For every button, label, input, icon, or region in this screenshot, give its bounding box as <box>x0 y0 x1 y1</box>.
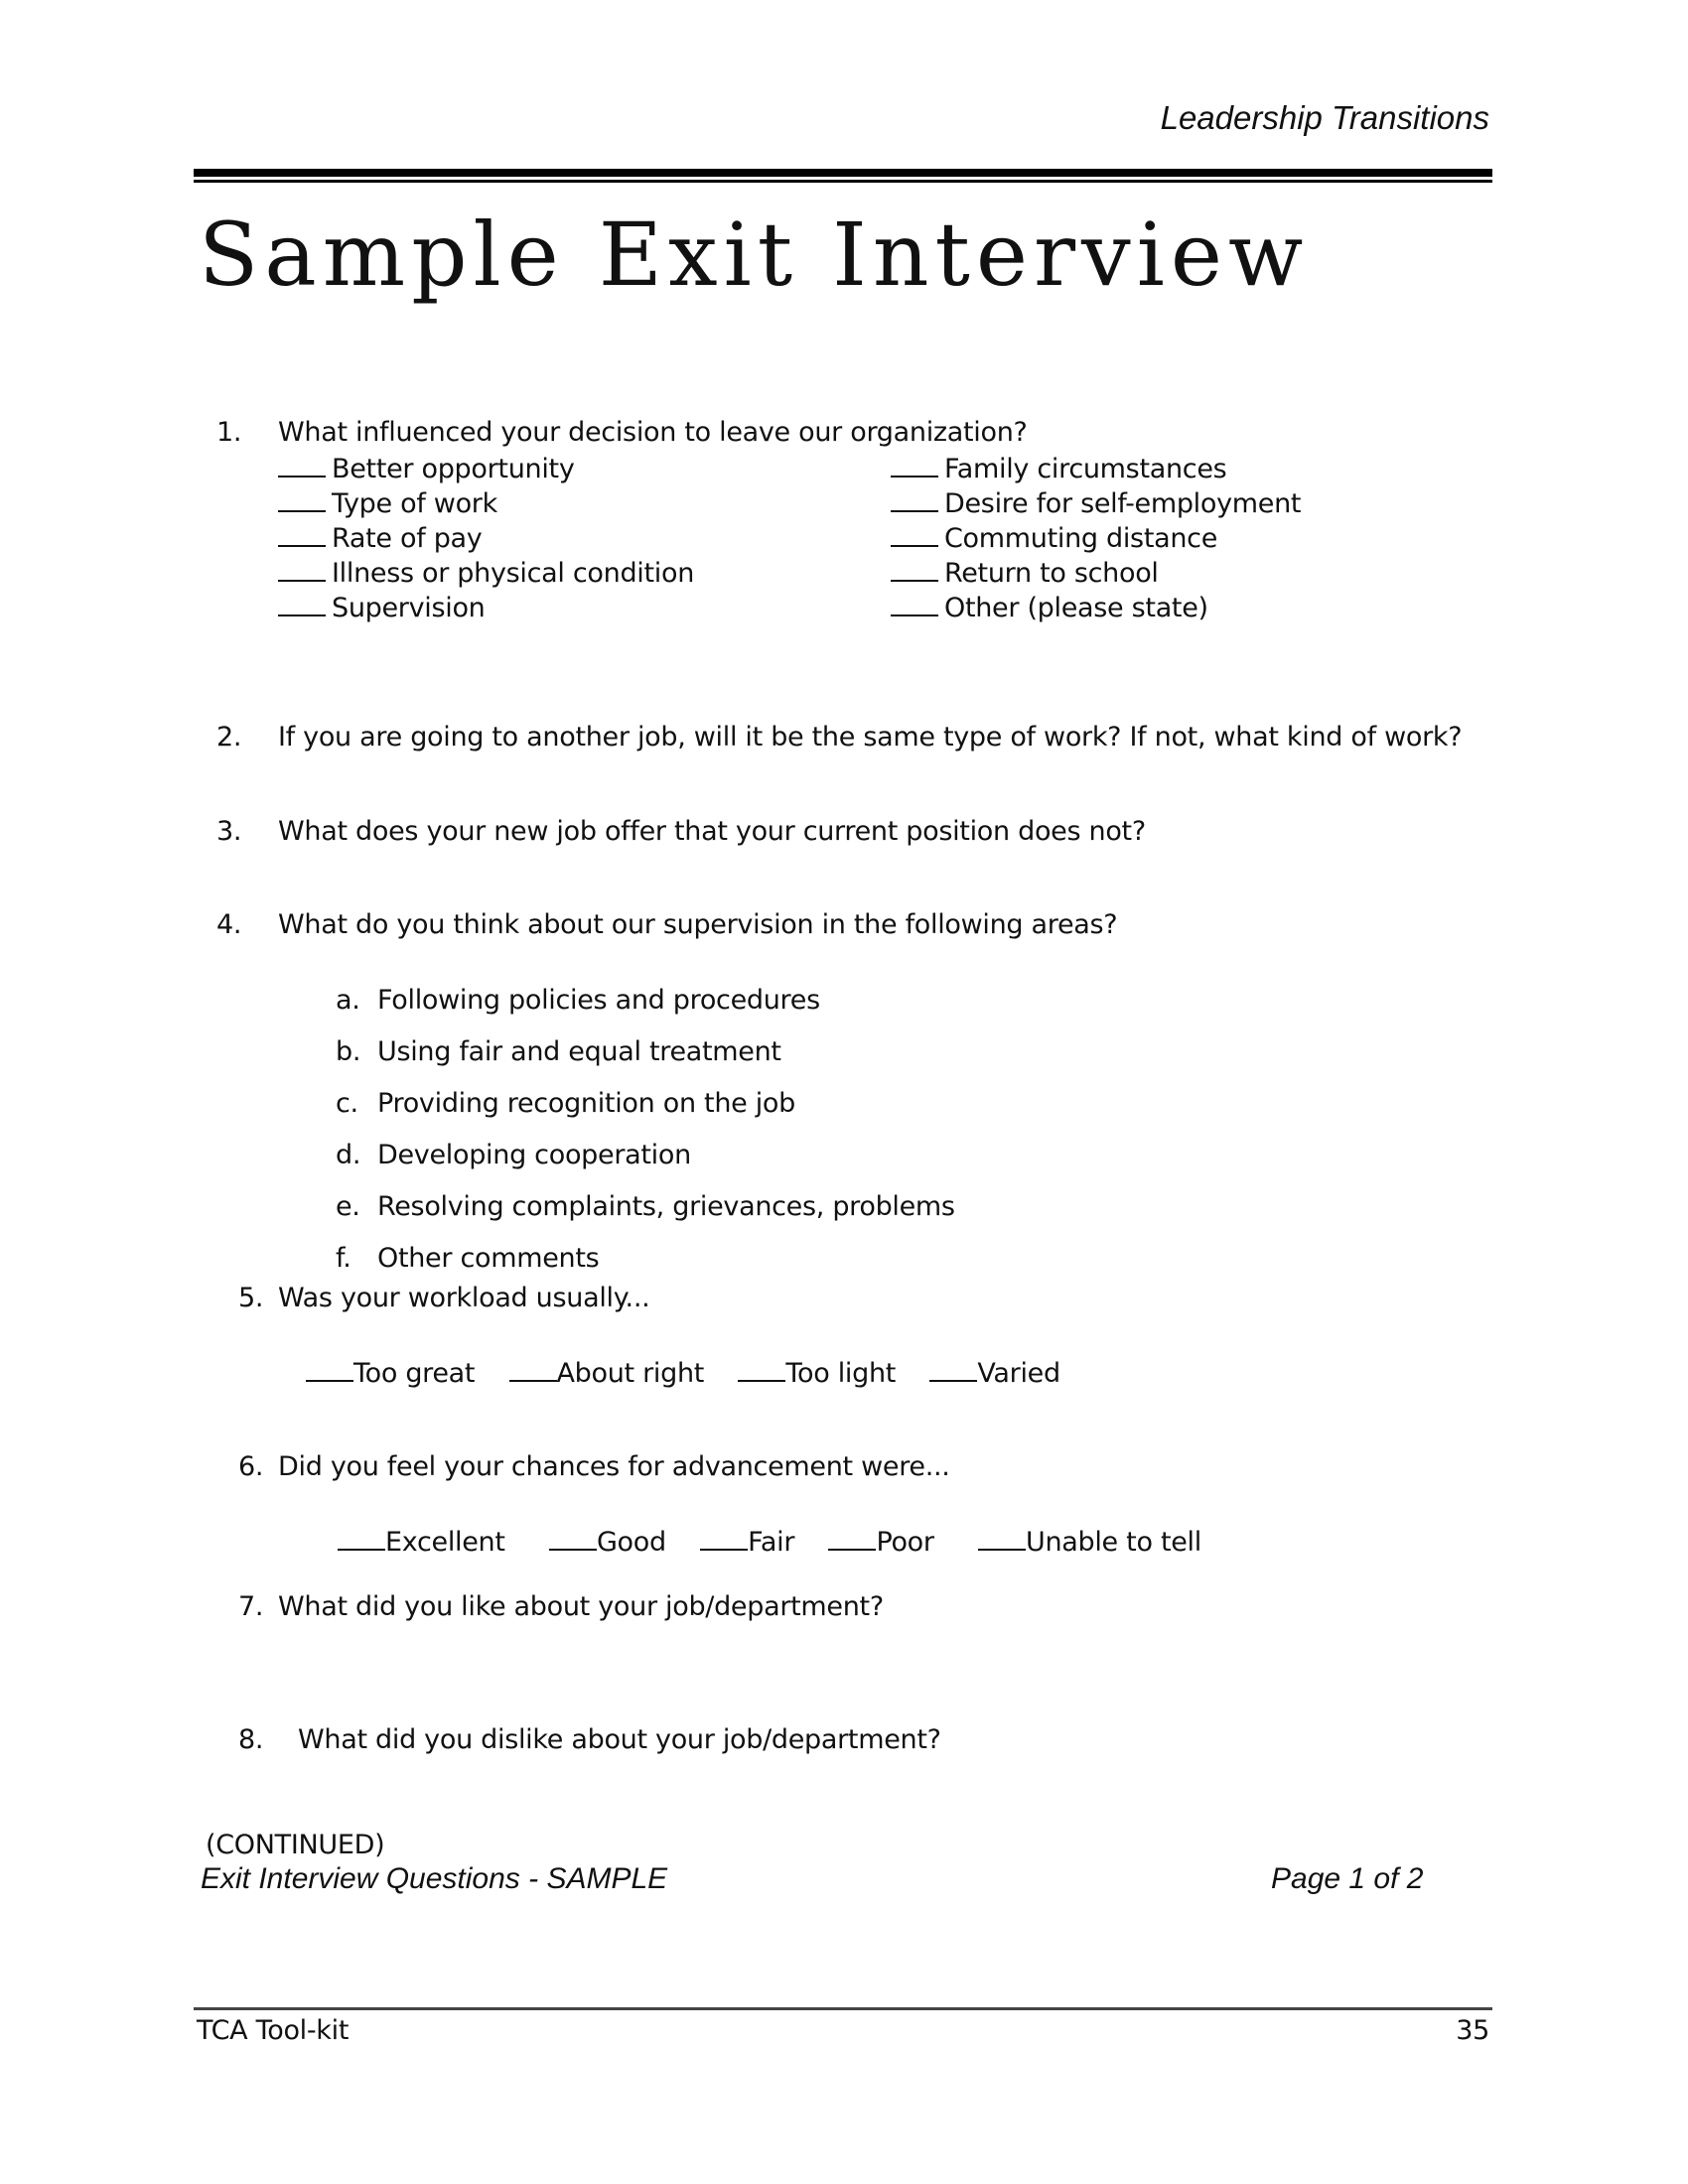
answer-blank[interactable] <box>828 1527 876 1551</box>
answer-blank[interactable] <box>929 1358 977 1382</box>
question-1-number: 1. <box>216 417 242 448</box>
option-excellent[interactable]: Excellent <box>338 1527 505 1558</box>
answer-blank[interactable] <box>978 1527 1026 1551</box>
question-4-subitems <box>336 975 955 1285</box>
continued-label: (CONTINUED) <box>206 1830 385 1860</box>
answer-blank[interactable] <box>891 523 938 547</box>
toolkit-label: TCA Tool-kit <box>197 2015 350 2046</box>
option-row[interactable]: Desire for self-employment <box>891 486 1301 521</box>
question-8-number: 8. <box>238 1724 264 1755</box>
option-row[interactable]: Supervision <box>278 591 694 625</box>
option-varied[interactable]: Varied <box>929 1358 1059 1389</box>
question-6-options <box>338 1527 1227 1558</box>
question-5-text: Was your workload usually... <box>278 1283 650 1313</box>
question-2-text: If you are going to another job, will it be the same type of work? If not, what kind of work? <box>278 722 1463 752</box>
answer-blank[interactable] <box>509 1358 557 1382</box>
answer-blank[interactable] <box>306 1358 353 1382</box>
option-about-right[interactable]: About right <box>509 1358 705 1389</box>
answer-blank[interactable] <box>738 1358 785 1382</box>
option-too-great[interactable]: Too great <box>306 1358 475 1389</box>
question-6-text: Did you feel your chances for advancement were... <box>278 1451 950 1482</box>
option-row[interactable]: Return to school <box>891 556 1301 591</box>
answer-blank[interactable] <box>891 488 938 512</box>
option-unable-to-tell[interactable]: Unable to tell <box>978 1527 1201 1558</box>
answer-blank[interactable] <box>278 488 326 512</box>
question-7-text: What did you like about your job/department? <box>278 1591 884 1622</box>
footer-rule <box>194 2007 1492 2010</box>
option-row[interactable]: Other (please state) <box>891 591 1301 625</box>
page-number: 35 <box>1456 2015 1489 2046</box>
answer-blank[interactable] <box>278 454 326 478</box>
subitem-d: d. Developing cooperation <box>336 1140 691 1170</box>
question-1-options-right <box>891 452 1301 625</box>
subitem-b: b. Using fair and equal treatment <box>336 1036 781 1067</box>
question-2-number: 2. <box>216 722 242 752</box>
question-4-number: 4. <box>216 909 242 940</box>
page-title: Sample Exit Interview <box>199 204 1310 306</box>
question-4-text: What do you think about our supervision in the following areas? <box>278 909 1118 940</box>
answer-blank[interactable] <box>891 593 938 616</box>
page-label: Page 1 of 2 <box>1271 1862 1424 1895</box>
option-too-light[interactable]: Too light <box>738 1358 896 1389</box>
subitem-f: f. Other comments <box>336 1243 600 1274</box>
header-section-title: Leadership Transitions <box>1160 99 1489 136</box>
option-good[interactable]: Good <box>549 1527 666 1558</box>
answer-blank[interactable] <box>278 593 326 616</box>
question-5-number: 5. <box>238 1283 264 1313</box>
header-rule-thick <box>194 169 1492 177</box>
question-1-text: What influenced your decision to leave our organization? <box>278 417 1028 448</box>
option-fair[interactable]: Fair <box>700 1527 794 1558</box>
answer-blank[interactable] <box>278 558 326 582</box>
answer-blank[interactable] <box>891 454 938 478</box>
header-rule-thin <box>194 180 1492 183</box>
document-label: Exit Interview Questions - SAMPLE <box>201 1862 668 1895</box>
option-poor[interactable]: Poor <box>828 1527 933 1558</box>
answer-blank[interactable] <box>700 1527 748 1551</box>
answer-blank[interactable] <box>549 1527 597 1551</box>
question-3-text: What does your new job offer that your current position does not? <box>278 816 1146 847</box>
subitem-a: a. Following policies and procedures <box>336 985 820 1016</box>
option-row[interactable]: Rate of pay <box>278 521 694 556</box>
question-6-number: 6. <box>238 1451 264 1482</box>
answer-blank[interactable] <box>338 1527 385 1551</box>
question-7-number: 7. <box>238 1591 264 1622</box>
option-row[interactable]: Family circumstances <box>891 452 1301 486</box>
option-row[interactable]: Illness or physical condition <box>278 556 694 591</box>
option-row[interactable]: Commuting distance <box>891 521 1301 556</box>
subitem-e: e. Resolving complaints, grievances, problems <box>336 1191 955 1222</box>
question-3-number: 3. <box>216 816 242 847</box>
option-row[interactable]: Better opportunity <box>278 452 694 486</box>
question-8-text: What did you dislike about your job/department? <box>298 1724 941 1755</box>
question-5-options <box>306 1358 1086 1389</box>
answer-blank[interactable] <box>278 523 326 547</box>
option-row[interactable]: Type of work <box>278 486 694 521</box>
answer-blank[interactable] <box>891 558 938 582</box>
question-1-options-left <box>278 452 694 625</box>
subitem-c: c. Providing recognition on the job <box>336 1088 795 1119</box>
